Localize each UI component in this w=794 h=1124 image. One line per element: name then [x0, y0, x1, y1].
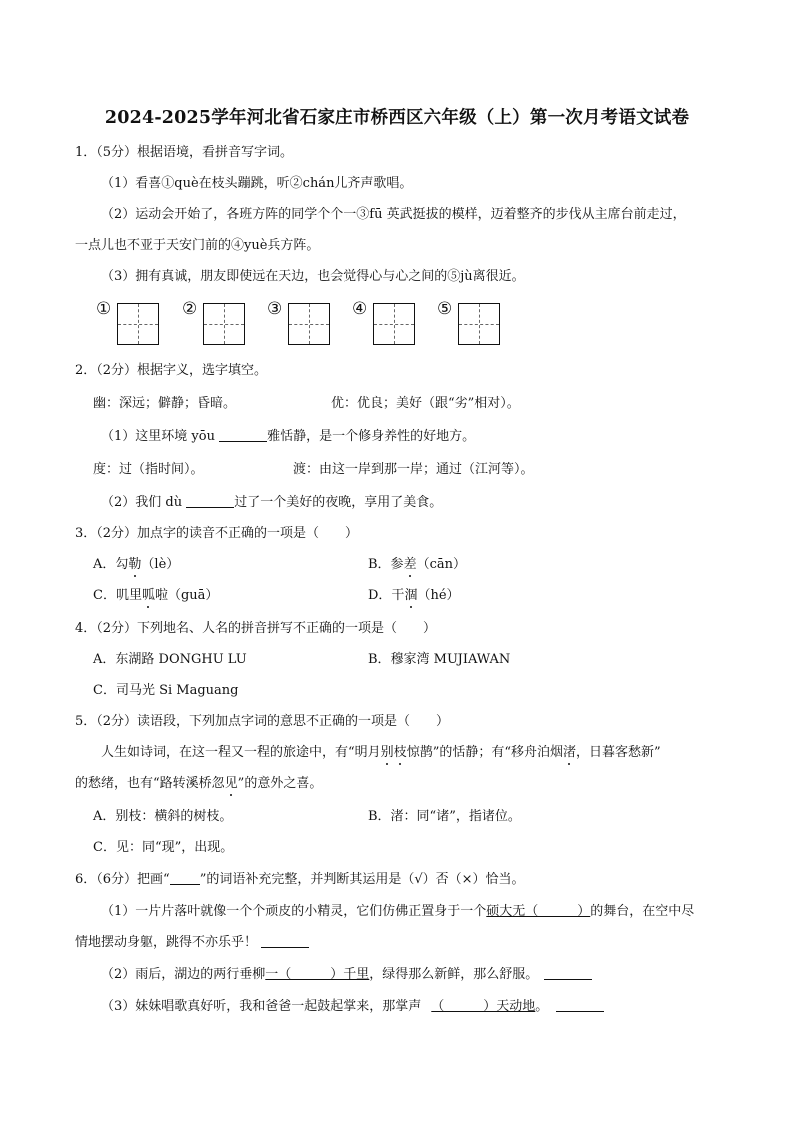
q1-header: 1．（5分）根据语境，看拼音写字词。 — [75, 145, 294, 160]
q5-option-c[interactable]: C．见：同“现”，出现。 — [93, 840, 234, 855]
q3-b-pre: B．参 — [368, 557, 404, 572]
q2-def-you-1: 幽：深远；僻静；昏暗。 — [93, 396, 237, 411]
q6-s3-text-2: 。 — [535, 999, 549, 1014]
q2-sentence-2 — [101, 494, 442, 512]
q2-def-du-1: 度：过（指时间）。 — [93, 462, 204, 477]
grid-label-3: ③ — [267, 299, 283, 319]
q2-def-you-2: 优：优良；美好（跟“劣”相对）。 — [331, 396, 520, 411]
q5-option-b[interactable]: B．渚：同“诸”，指诸位。 — [368, 809, 521, 824]
q5-passage-line-2 — [75, 775, 322, 793]
q3-option-c[interactable] — [93, 587, 218, 605]
q1-line-3: 一点儿也不亚于天安门前的④yuè兵方阵。 — [75, 238, 320, 253]
q5-dotted-bie: 别 — [380, 745, 394, 760]
q3-b-dotted: 差 — [403, 557, 417, 572]
q3-c-post: 啦（guā） — [154, 588, 219, 603]
q3-option-d[interactable] — [368, 587, 460, 605]
q6-header-part1: 6．（6分）把画“ — [75, 872, 170, 887]
q6-s3-idiom[interactable]: （ ）天动地 — [431, 999, 536, 1014]
q5-dotted-zhi: 枝 — [393, 745, 407, 760]
q6-s2-judge-blank[interactable] — [544, 966, 592, 980]
q6-s3-text: （3）妹妹唱歌真好听，我和爸爸一起鼓起掌来，那掌声 — [101, 999, 422, 1014]
q6-s2-line — [101, 966, 592, 984]
exam-title: 2024-2025学年河北省石家庄市桥西区六年级（上）第一次月考语文试卷 — [104, 108, 690, 128]
q2-s2-blank[interactable] — [186, 494, 234, 508]
q2-s2-suffix: 过了一个美好的夜晚，享用了美食。 — [234, 495, 443, 510]
q2-header: 2．（2分）根据字义，选字填空。 — [75, 363, 268, 378]
q5-dotted-zhu: 渚 — [562, 745, 576, 760]
q5-p1-part3: ，日暮客愁新” — [576, 745, 661, 760]
q3-a-post: （lè） — [141, 557, 180, 572]
q3-d-post: （hé） — [417, 588, 460, 603]
q6-s2-text-2: ，绿得那么新鲜，那么舒服。 — [369, 967, 539, 982]
q5-option-a[interactable]: A．别枝：横斜的树枝。 — [93, 809, 233, 824]
q4-option-b[interactable]: B．穆家湾 MUJIAWAN — [368, 652, 511, 667]
q6-header-underline-sample — [170, 871, 200, 885]
q6-s1-text-3: 情地摆动身躯，跳得不亦乐乎！ — [75, 935, 258, 950]
q5-p2-part2: ”的意外之喜。 — [237, 776, 323, 791]
q6-s3-line — [101, 998, 604, 1016]
writing-box-4[interactable] — [373, 303, 415, 345]
q4-header: 4．（2分）下列地名、人名的拼音拼写不正确的一项是（ ） — [75, 621, 437, 636]
q6-header — [75, 871, 525, 889]
grid-label-2: ② — [182, 299, 198, 319]
q2-s1-prefix: （1）这里环境 yōu — [101, 429, 220, 444]
q2-s1-blank[interactable] — [219, 428, 267, 442]
q6-s2-text: （2）雨后，湖边的两行垂柳 — [101, 967, 266, 982]
q6-s1-line-1 — [101, 903, 694, 921]
q2-s1-suffix: 雅恬静，是一个修身养性的好地方。 — [267, 429, 476, 444]
q6-s1-text-2: 的舞台，在空中尽 — [590, 904, 695, 919]
writing-box-1[interactable] — [117, 303, 159, 345]
grid-label-5: ⑤ — [437, 299, 453, 319]
grid-label-4: ④ — [352, 299, 368, 319]
q6-s1-idiom[interactable]: 硕大无（ ） — [486, 904, 591, 919]
q3-b-post: （cān） — [416, 557, 466, 572]
q5-p1-part1: 人生如诗词，在这一程又一程的旅途中，有“明月 — [101, 745, 381, 760]
q5-p1-part2: 惊鹊”的恬静；有“移舟泊烟 — [406, 745, 563, 760]
q5-p2-part1: 的愁绪，也有“路转溪桥忽 — [75, 776, 225, 791]
q6-s3-judge-blank[interactable] — [556, 998, 604, 1012]
q3-a-pre: A．勾 — [93, 557, 129, 572]
q3-c-pre: C．叽里 — [93, 588, 142, 603]
q4-option-a[interactable]: A．东湖路 DONGHU LU — [93, 652, 247, 667]
q6-s2-idiom[interactable]: 一（ ）千里 — [265, 967, 370, 982]
q2-sentence-1 — [101, 428, 475, 446]
q3-header: 3．（2分）加点字的读音不正确的一项是（ ） — [75, 526, 359, 541]
q3-d-dotted: 涸 — [404, 588, 418, 603]
writing-box-2[interactable] — [203, 303, 245, 345]
q5-dotted-jian: 见 — [224, 776, 238, 791]
q2-s2-prefix: （2）我们 dù — [101, 495, 187, 510]
q6-header-part2: ”的词语补充完整，并判断其运用是（√）否（×）恰当。 — [199, 872, 525, 887]
q1-line-2: （2）运动会开始了，各班方阵的同学个个一③fū 英武挺拔的模样，迈着整齐的步伐从主席台前走过， — [101, 207, 686, 222]
grid-label-1: ① — [96, 299, 112, 319]
q5-passage-line-1 — [101, 744, 661, 762]
writing-box-5[interactable] — [458, 303, 500, 345]
q6-s1-line-2 — [75, 934, 309, 952]
q3-option-a[interactable] — [93, 556, 179, 574]
q1-line-1: （1）看喜①què在枝头蹦跳，听②chán儿齐声歌唱。 — [101, 176, 413, 191]
q5-header: 5．（2分）读语段，下列加点字词的意思不正确的一项是（ ） — [75, 714, 450, 729]
q3-c-dotted: 呱 — [141, 588, 155, 603]
q6-s1-text: （1）一片片落叶就像一个个顽皮的小精灵，它们仿佛正置身于一个 — [101, 904, 487, 919]
q3-a-dotted: 勒 — [128, 557, 142, 572]
q3-d-pre: D．干 — [368, 588, 405, 603]
q3-option-b[interactable] — [368, 556, 466, 574]
q4-option-c[interactable]: C．司马光 Si Maguang — [93, 683, 239, 698]
q6-s1-judge-blank[interactable] — [261, 934, 309, 948]
q1-line-4: （3）拥有真诚，朋友即使远在天边，也会觉得心与心之间的⑤jù离很近。 — [101, 269, 525, 284]
q2-def-du-2: 渡：由这一岸到那一岸；通过（江河等）。 — [293, 462, 534, 477]
writing-box-3[interactable] — [288, 303, 330, 345]
